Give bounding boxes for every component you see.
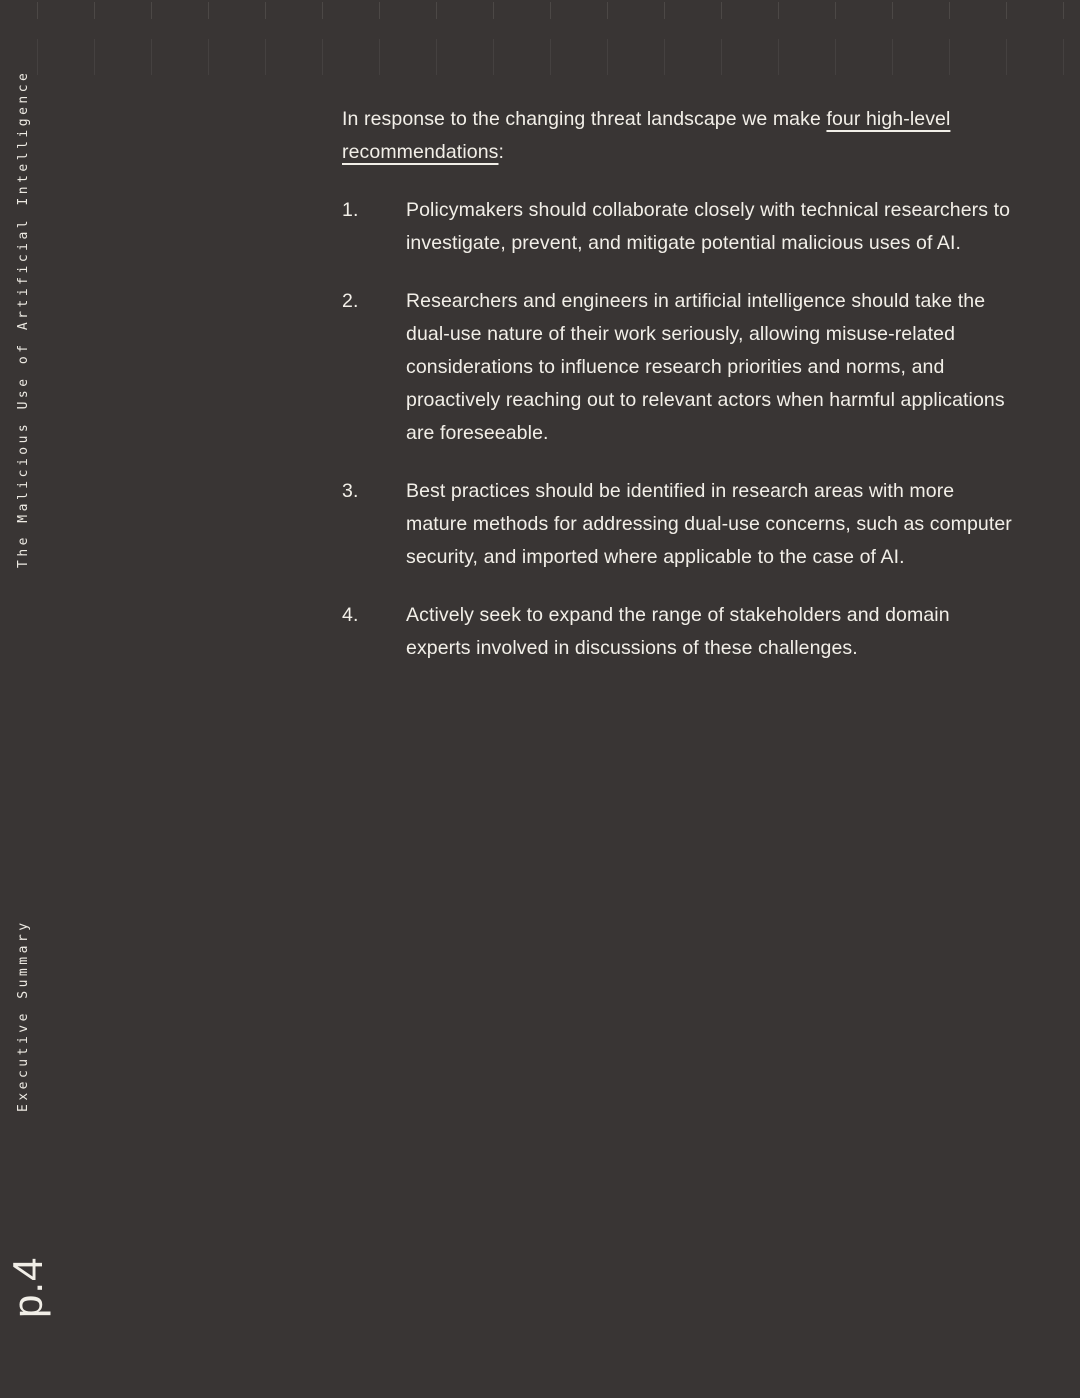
item-text: Policymakers should collaborate closely with technical researchers to investigate, prevent, and mitigate potential malicious uses of AI. xyxy=(406,199,1011,254)
list-item xyxy=(342,285,1018,450)
grid-tick-row-top xyxy=(37,2,1074,19)
item-text: Actively seek to expand the range of stakeholders and domain experts involved in discussions of these challenges. xyxy=(406,604,950,659)
item-text: Researchers and engineers in artificial intelligence should take the dual-use nature of their work seriously, allowing misuse-related considerations to influence research priorities and norms, and proactively reaching out to relevant actors when harmful applications are foreseeable. xyxy=(406,290,1005,444)
list-item xyxy=(342,475,1018,574)
margin-section-label: Executive Summary xyxy=(16,919,31,1112)
grid-tick-row-second xyxy=(37,39,1074,75)
recommendation-list xyxy=(342,194,1018,665)
page-number: p.4 xyxy=(4,1256,51,1318)
list-item xyxy=(342,194,1018,260)
intro-text-underlined: four high-level recommendations xyxy=(342,108,951,163)
margin-document-title: The Malicious Use of Artificial Intelligence xyxy=(16,69,31,568)
intro-text-plain: In response to the changing threat landscape we make xyxy=(342,108,827,130)
item-number: 4. xyxy=(342,604,359,626)
page-content xyxy=(342,103,1018,690)
intro-paragraph xyxy=(342,103,1018,169)
list-item xyxy=(342,599,1018,665)
item-number: 2. xyxy=(342,290,359,312)
item-text: Best practices should be identified in research areas with more mature methods for addressing dual-use concerns, such as computer security, and imported where applicable to the case of AI. xyxy=(406,480,1012,568)
item-number: 3. xyxy=(342,480,359,502)
intro-text-suffix: : xyxy=(498,141,505,163)
item-number: 1. xyxy=(342,199,359,221)
